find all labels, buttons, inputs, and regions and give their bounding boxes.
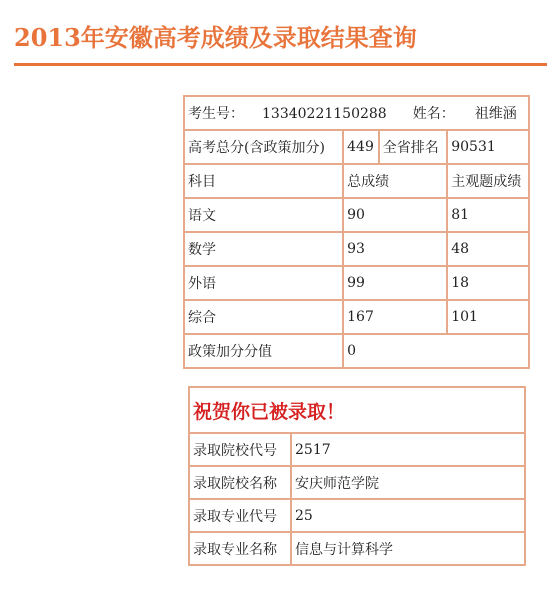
major-name-label: 录取专业名称: [189, 532, 291, 565]
subject-name: 数学: [184, 232, 343, 266]
title-divider: [14, 63, 547, 66]
subjective-header: 主观题成绩: [447, 164, 529, 198]
subject-subjective: 81: [447, 198, 529, 232]
school-name-label: 录取院校名称: [189, 466, 291, 499]
subject-total: 90: [343, 198, 447, 232]
subject-subjective: 101: [447, 300, 529, 334]
candidate-row: [184, 96, 529, 130]
major-code-value: 25: [291, 499, 525, 532]
congrats-message: 祝贺你已被录取！: [189, 387, 525, 433]
policy-bonus-label: 政策加分分值: [184, 334, 343, 368]
total-score-row: [184, 130, 529, 164]
congrats-row: [189, 387, 525, 433]
subject-total: 99: [343, 266, 447, 300]
subject-total: 93: [343, 232, 447, 266]
total-score-value: 449: [343, 130, 379, 164]
policy-bonus-row: [184, 334, 529, 368]
subject-total: 167: [343, 300, 447, 334]
total-score-label: 高考总分(含政策加分): [184, 130, 343, 164]
subject-subjective: 48: [447, 232, 529, 266]
table-row: [189, 433, 525, 466]
school-name-value: 安庆师范学院: [291, 466, 525, 499]
subject-name: 外语: [184, 266, 343, 300]
candidate-info-cell: [184, 96, 529, 130]
page-title: 2013年安徽高考成绩及录取结果查询: [14, 23, 417, 52]
table-row: [184, 300, 529, 334]
subject-header-row: [184, 164, 529, 198]
table-row: [189, 466, 525, 499]
policy-bonus-value: 0: [343, 334, 529, 368]
candidate-id-label: 考生号：: [188, 106, 244, 122]
score-table: [183, 95, 530, 369]
candidate-name-label: 姓名：: [412, 106, 455, 122]
table-row: [184, 198, 529, 232]
major-name-value: 信息与计算科学: [291, 532, 525, 565]
admission-table: [188, 386, 526, 566]
table-row: [184, 266, 529, 300]
table-row: [189, 499, 525, 532]
school-code-label: 录取院校代号: [189, 433, 291, 466]
major-code-label: 录取专业代号: [189, 499, 291, 532]
candidate-name-value: 祖维涵: [474, 106, 517, 122]
subject-name: 综合: [184, 300, 343, 334]
table-row: [189, 532, 525, 565]
subject-header: 科目: [184, 164, 343, 198]
table-row: [184, 232, 529, 266]
province-rank-value: 90531: [447, 130, 529, 164]
total-header: 总成绩: [343, 164, 447, 198]
province-rank-label: 全省排名: [379, 130, 447, 164]
subject-name: 语文: [184, 198, 343, 232]
subject-subjective: 18: [447, 266, 529, 300]
candidate-id-value: 13340221150288: [262, 106, 387, 122]
school-code-value: 2517: [291, 433, 525, 466]
